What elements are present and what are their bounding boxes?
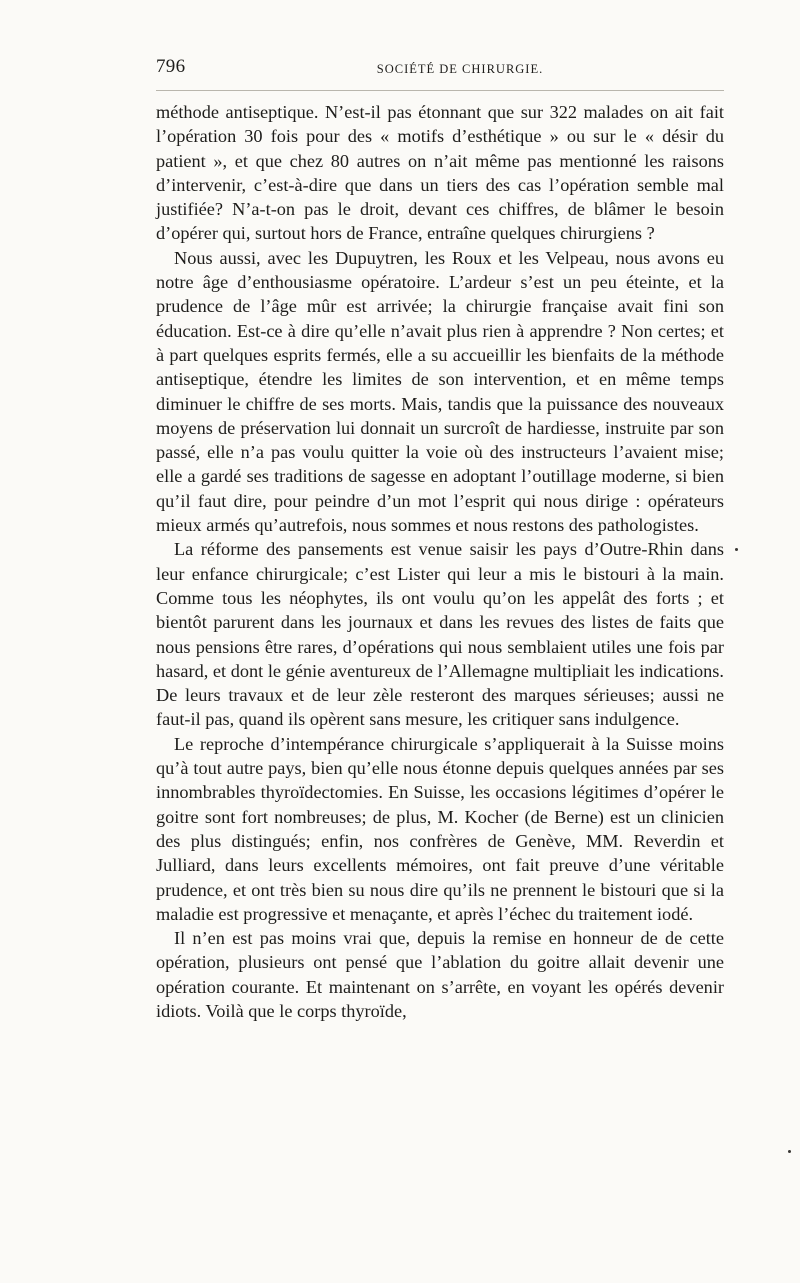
paragraph-2: Nous aussi, avec les Dupuytren, les Roux et les Velpeau, nous avons eu notre âge d’enthousiasme opératoire. L’ardeur s’est un peu éteinte, et la prudence de l’âge mûr est arrivée; la chirurgie française avait fini son éducation. Est-ce à dire qu’elle n’avait plus rien à apprendre ? Non certes; et à part quelques esprits fermés, elle a su accueillir les bienfaits de la méthode antiseptique, étendre les limites de son intervention, et en même temps diminuer le chiffre de ses morts. Mais, tandis que la puissance des nouveaux moyens de préservation lui donnait un surcroît de hardiesse, instruite par son passé, elle n’a pas voulu quitter la voie où des instructeurs l’avaient mise; elle a gardé ses traditions de sagesse en adoptant l’outillage moderne, si bien qu’il faut dire, pour peindre d’un mot l’esprit qui nous dirige : opérateurs mieux armés qu’autrefois, nous sommes et nous restons des pathologistes.	[156, 247, 724, 536]
paragraph-5: Il n’en est pas moins vrai que, depuis la remise en honneur de de cette opération, plusieurs ont pensé que l’ablation du goitre allait devenir une opération courante. Et maintenant on s’arrête, en voyant les opérés devenir idiots. Voilà que le corps thyroïde,	[156, 928, 724, 1021]
paragraph-4: Le reproche d’intempérance chirurgicale s’appliquerait à la Suisse moins qu’à tout autre pays, bien qu’elle nous étonne depuis quelques années par ses innombrables thyroïdectomies. En Suisse, les occasions légitimes d’opérer le goitre sont fort nombreuses; de plus, M. Kocher (de Berne) est un clinicien des plus distingués; enfin, nos confrères de Genève, MM. Reverdin et Julliard, dans leurs excellents mémoires, ont fait preuve d’une véritable prudence, et ont très bien su nous dire qu’ils ne prennent le bistouri que si la maladie est progressive et menaçante, et après l’échec du traitement iodé.	[156, 733, 724, 924]
body-text	[156, 100, 724, 1023]
paragraph-3: La réforme des pansements est venue saisir les pays d’Outre-Rhin dans leur enfance chirurgicale; c’est Lister qui leur a mis le bistouri à la main. Comme tous les néophytes, ils ont voulu qu’on les appelât des forts ; et bientôt parurent dans les journaux et dans les revues des listes de faits que nous pensions être rares, d’opérations qui nous semblaient utiles une fois par hasard, et dont le génie aventureux de l’Allemagne multipliait les indications. De leurs travaux et de leur zèle resteront des marques sérieuses; aussi ne faut-il pas, quand ils opèrent sans mesure, les critiquer sans indulgence.	[156, 539, 724, 730]
page-header	[156, 56, 724, 80]
running-head: SOCIÉTÉ DE CHIRURGIE.	[376, 62, 544, 76]
page-number: 796	[156, 56, 186, 77]
speck-mark	[735, 548, 738, 551]
speck-mark	[788, 1150, 791, 1153]
header-rule	[156, 90, 724, 91]
paragraph-1: méthode antiseptique. N’est-il pas étonnant que sur 322 malades on ait fait l’opération 30 fois pour des « motifs d’esthétique » ou sur le « désir du patient », et que chez 80 autres on n’ait même pas mentionné les raisons d’intervenir, c’est-à-dire que dans un tiers des cas l’opération semble mal justifiée? N’a-t-on pas le droit, devant ces chiffres, de blâmer le besoin d’opérer qui, surtout hors de France, entraîne quelques chirurgiens ?	[156, 102, 724, 244]
